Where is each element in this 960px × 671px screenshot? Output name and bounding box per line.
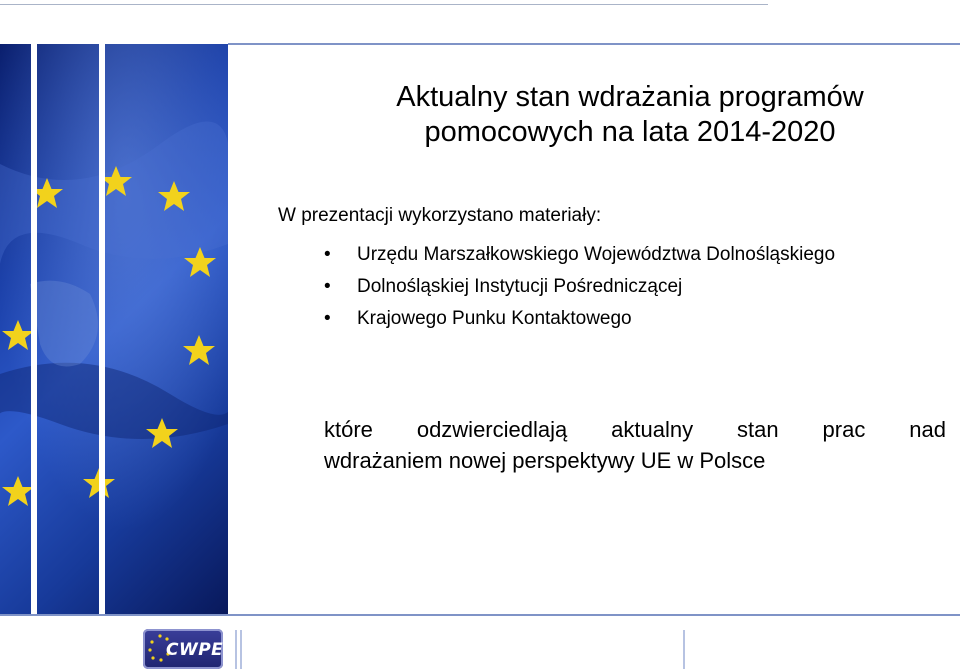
closing-line <box>324 414 946 445</box>
bullet-marker: • <box>324 244 331 265</box>
frame-bottom-line <box>0 614 960 616</box>
logo-text: CWPE <box>166 640 224 660</box>
closing-line: wdrażaniem nowej perspektywy UE w Polsce <box>324 448 766 473</box>
list-item <box>324 239 884 271</box>
bullet-marker: • <box>324 276 331 297</box>
closing-word: nad <box>909 417 946 442</box>
top-rule <box>0 4 768 5</box>
closing-word: które <box>324 417 373 442</box>
list-item <box>324 271 884 303</box>
list-item <box>324 303 884 335</box>
closing-word: stan <box>737 417 779 442</box>
intro-text: W prezentacji wykorzystano materiały: <box>278 205 602 226</box>
closing-word: odzwierciedlają <box>416 417 568 442</box>
list-item-text: Urzędu Marszałkowskiego Województwa Dolnośląskiego <box>357 244 836 265</box>
footer-separator <box>235 630 237 669</box>
footer-separator <box>683 630 685 669</box>
flag-divider-strip <box>31 44 37 616</box>
slide-title-line: pomocowych na lata 2014-2020 <box>424 116 836 148</box>
flag-divider-strip <box>99 44 105 616</box>
footer-separator <box>240 630 242 669</box>
closing-paragraph <box>324 414 946 476</box>
slide-title <box>300 80 960 150</box>
sources-list <box>324 239 884 335</box>
list-item-text: Krajowego Punku Kontaktowego <box>357 308 632 329</box>
closing-word: aktualny <box>611 417 694 442</box>
slide-title-line: Aktualny stan wdrażania programów <box>396 81 864 113</box>
eu-flag-image <box>0 44 228 616</box>
closing-word: prac <box>822 417 866 442</box>
frame-top-line <box>228 43 960 45</box>
list-item-text: Dolnośląskiej Instytucji Pośredniczącej <box>357 276 683 297</box>
bullet-marker: • <box>324 308 331 329</box>
